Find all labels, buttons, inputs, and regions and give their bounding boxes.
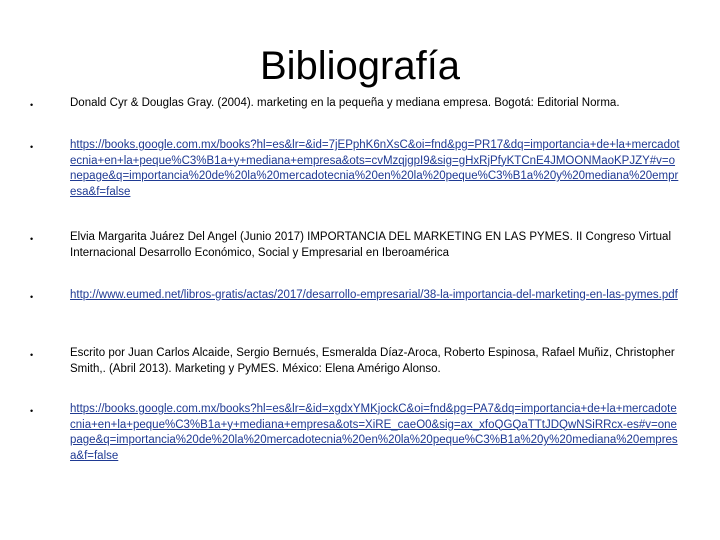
slide-title: Bibliografía (259, 44, 461, 88)
citation-text: Elvia Margarita Juárez Del Angel (Junio 2017) IMPORTANCIA DEL MARKETING EN LAS PYMES. II Congreso Virtual Internacional Desarrollo Económico, Social y Empresarial en Iberoamérica (70, 231, 671, 259)
citation-link[interactable]: https://books.google.com.mx/books?hl=es&lr=&id=xgdxYMKjockC&oi=fnd&pg=PA7&dq=importancia+de+la+mercadotecnia+en+la+peque%C3%B1a+y+mediana+empresa&ots=XiRE_caeO0&sig=ax_xfoQGQaTTtJDQwNSiRRcx-es#v=onepage&q=importancia%20de%20la%20mercadotecnia%20en%20la%20peque%C3%B1a%20y%20mediana%20empresa&f=false (70, 403, 678, 462)
citation-link[interactable]: https://books.google.com.mx/books?hl=es&lr=&id=7jEPphK6nXsC&oi=fnd&pg=PR17&dq=importancia+de+la+mercadotecnia+en+la+peque%C3%B1a+y+mediana+empresa&ots=cvMzqjgpI9&sig=gHxRjPfyKTCnE4JMOONMaoKPJZY#v=onepage&q=importancia%20de%20la%20mercadotecnia%20en%20la%20peque%C3%B1a%20y%20mediana%20empresa&f=false (70, 139, 680, 198)
citation-text: Donald Cyr & Douglas Gray. (2004). marketing en la pequeña y mediana empresa. Bogotá: Editorial Norma. (70, 97, 620, 109)
bullet-icon: • (30, 406, 34, 416)
bullet-icon: • (30, 234, 34, 244)
citation-text: Escrito por Juan Carlos Alcaide, Sergio Bernués, Esmeralda Díaz-Aroca, Roberto Espinosa, Rafael Muñiz, Christopher Smith,. (Abril 2013). Marketing y PyMES. México: Elena Amérigo Alonso. (70, 347, 675, 375)
bullet-icon: • (30, 292, 34, 302)
bullet-icon: • (30, 350, 34, 360)
bullet-icon: • (30, 142, 34, 152)
bullet-icon: • (30, 100, 34, 110)
citation-link[interactable]: http://www.eumed.net/libros-gratis/actas/2017/desarrollo-empresarial/38-la-importancia-del-marketing-en-las-pymes.pdf (70, 289, 678, 301)
